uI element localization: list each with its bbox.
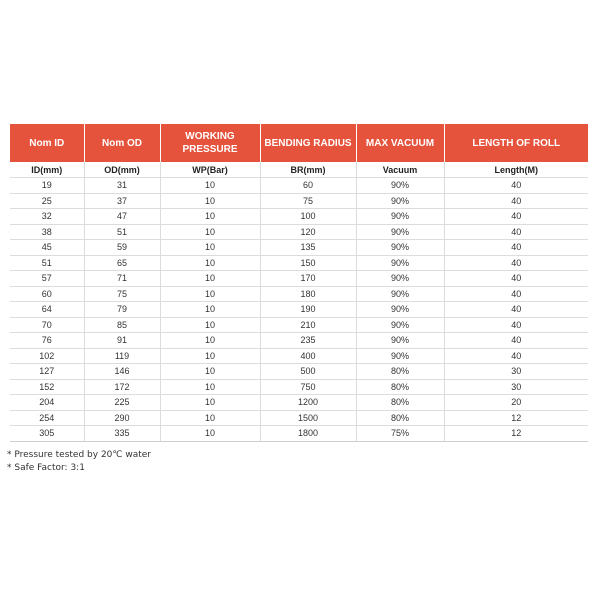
cell-od: 85 xyxy=(84,317,160,333)
cell-br: 235 xyxy=(260,333,356,349)
cell-br: 1200 xyxy=(260,395,356,411)
cell-wp: 10 xyxy=(160,302,260,318)
cell-od: 172 xyxy=(84,379,160,395)
cell-od: 91 xyxy=(84,333,160,349)
header-length-of-roll: LENGTH OF ROLL xyxy=(444,124,588,162)
cell-wp: 10 xyxy=(160,426,260,442)
cell-wp: 10 xyxy=(160,317,260,333)
cell-length: 40 xyxy=(444,193,588,209)
cell-br: 1800 xyxy=(260,426,356,442)
cell-od: 71 xyxy=(84,271,160,287)
cell-length: 30 xyxy=(444,364,588,380)
cell-wp: 10 xyxy=(160,178,260,194)
cell-wp: 10 xyxy=(160,271,260,287)
table-row xyxy=(10,410,588,426)
cell-vacuum: 90% xyxy=(356,286,444,302)
cell-id: 38 xyxy=(10,224,84,240)
subheader-br: BR(mm) xyxy=(260,162,356,178)
cell-length: 20 xyxy=(444,395,588,411)
cell-br: 150 xyxy=(260,255,356,271)
cell-id: 32 xyxy=(10,209,84,225)
cell-length: 40 xyxy=(444,178,588,194)
cell-od: 51 xyxy=(84,224,160,240)
cell-vacuum: 80% xyxy=(356,379,444,395)
table-row xyxy=(10,364,588,380)
cell-wp: 10 xyxy=(160,255,260,271)
cell-od: 59 xyxy=(84,240,160,256)
cell-length: 40 xyxy=(444,286,588,302)
cell-id: 70 xyxy=(10,317,84,333)
cell-id: 19 xyxy=(10,178,84,194)
subheader-od: OD(mm) xyxy=(84,162,160,178)
cell-vacuum: 90% xyxy=(356,348,444,364)
header-row xyxy=(10,124,588,162)
table-row xyxy=(10,286,588,302)
note-safety: * Safe Factor: 3:1 xyxy=(7,463,85,473)
table-row xyxy=(10,209,588,225)
cell-br: 60 xyxy=(260,178,356,194)
cell-length: 40 xyxy=(444,209,588,225)
cell-id: 64 xyxy=(10,302,84,318)
cell-length: 40 xyxy=(444,240,588,256)
cell-length: 40 xyxy=(444,255,588,271)
cell-vacuum: 80% xyxy=(356,364,444,380)
table-row xyxy=(10,193,588,209)
header-bending-radius: BENDING RADIUS xyxy=(260,124,356,162)
table-row xyxy=(10,240,588,256)
cell-vacuum: 90% xyxy=(356,302,444,318)
cell-od: 65 xyxy=(84,255,160,271)
cell-id: 204 xyxy=(10,395,84,411)
cell-length: 40 xyxy=(444,333,588,349)
cell-wp: 10 xyxy=(160,364,260,380)
cell-id: 51 xyxy=(10,255,84,271)
spec-table xyxy=(10,124,588,442)
cell-br: 1500 xyxy=(260,410,356,426)
cell-br: 210 xyxy=(260,317,356,333)
cell-od: 79 xyxy=(84,302,160,318)
table-row xyxy=(10,302,588,318)
subheader-row xyxy=(10,162,588,178)
footnotes xyxy=(7,449,151,475)
cell-wp: 10 xyxy=(160,224,260,240)
cell-length: 30 xyxy=(444,379,588,395)
cell-id: 127 xyxy=(10,364,84,380)
cell-od: 119 xyxy=(84,348,160,364)
table-row xyxy=(10,395,588,411)
cell-od: 225 xyxy=(84,395,160,411)
cell-br: 190 xyxy=(260,302,356,318)
cell-od: 31 xyxy=(84,178,160,194)
cell-id: 102 xyxy=(10,348,84,364)
table-row xyxy=(10,348,588,364)
cell-id: 254 xyxy=(10,410,84,426)
table-row xyxy=(10,379,588,395)
header-working-pressure: WORKING PRESSURE xyxy=(160,124,260,162)
cell-vacuum: 90% xyxy=(356,271,444,287)
cell-id: 305 xyxy=(10,426,84,442)
cell-id: 60 xyxy=(10,286,84,302)
cell-od: 290 xyxy=(84,410,160,426)
cell-br: 135 xyxy=(260,240,356,256)
cell-od: 75 xyxy=(84,286,160,302)
cell-length: 40 xyxy=(444,302,588,318)
cell-wp: 10 xyxy=(160,395,260,411)
cell-br: 170 xyxy=(260,271,356,287)
cell-id: 45 xyxy=(10,240,84,256)
cell-br: 750 xyxy=(260,379,356,395)
subheader-wp: WP(Bar) xyxy=(160,162,260,178)
cell-length: 12 xyxy=(444,410,588,426)
cell-vacuum: 80% xyxy=(356,410,444,426)
table-row xyxy=(10,178,588,194)
cell-length: 40 xyxy=(444,348,588,364)
cell-vacuum: 90% xyxy=(356,333,444,349)
subheader-id: ID(mm) xyxy=(10,162,84,178)
cell-vacuum: 90% xyxy=(356,178,444,194)
table-body xyxy=(10,162,588,441)
subheader-vacuum: Vacuum xyxy=(356,162,444,178)
cell-vacuum: 75% xyxy=(356,426,444,442)
cell-od: 335 xyxy=(84,426,160,442)
header-nom-id: Nom ID xyxy=(10,124,84,162)
cell-id: 57 xyxy=(10,271,84,287)
cell-br: 100 xyxy=(260,209,356,225)
table-row xyxy=(10,271,588,287)
cell-id: 25 xyxy=(10,193,84,209)
cell-wp: 10 xyxy=(160,410,260,426)
cell-wp: 10 xyxy=(160,209,260,225)
cell-od: 37 xyxy=(84,193,160,209)
cell-wp: 10 xyxy=(160,348,260,364)
cell-wp: 10 xyxy=(160,193,260,209)
table-row xyxy=(10,426,588,442)
cell-od: 146 xyxy=(84,364,160,380)
cell-length: 40 xyxy=(444,271,588,287)
table-row xyxy=(10,255,588,271)
cell-id: 152 xyxy=(10,379,84,395)
cell-od: 47 xyxy=(84,209,160,225)
cell-wp: 10 xyxy=(160,333,260,349)
cell-wp: 10 xyxy=(160,240,260,256)
table-row xyxy=(10,317,588,333)
cell-vacuum: 90% xyxy=(356,224,444,240)
cell-wp: 10 xyxy=(160,286,260,302)
cell-vacuum: 90% xyxy=(356,193,444,209)
cell-vacuum: 90% xyxy=(356,317,444,333)
table-row xyxy=(10,333,588,349)
table-row xyxy=(10,224,588,240)
cell-br: 500 xyxy=(260,364,356,380)
cell-length: 40 xyxy=(444,224,588,240)
note-pressure: * Pressure tested by 20℃ water xyxy=(7,450,152,460)
cell-vacuum: 90% xyxy=(356,255,444,271)
cell-length: 12 xyxy=(444,426,588,442)
header-max-vacuum: MAX VACUUM xyxy=(356,124,444,162)
cell-br: 180 xyxy=(260,286,356,302)
subheader-length: Length(M) xyxy=(444,162,588,178)
cell-wp: 10 xyxy=(160,379,260,395)
cell-br: 75 xyxy=(260,193,356,209)
cell-br: 400 xyxy=(260,348,356,364)
cell-id: 76 xyxy=(10,333,84,349)
cell-vacuum: 80% xyxy=(356,395,444,411)
cell-vacuum: 90% xyxy=(356,209,444,225)
cell-length: 40 xyxy=(444,317,588,333)
cell-vacuum: 90% xyxy=(356,240,444,256)
cell-br: 120 xyxy=(260,224,356,240)
header-nom-od: Nom OD xyxy=(84,124,160,162)
